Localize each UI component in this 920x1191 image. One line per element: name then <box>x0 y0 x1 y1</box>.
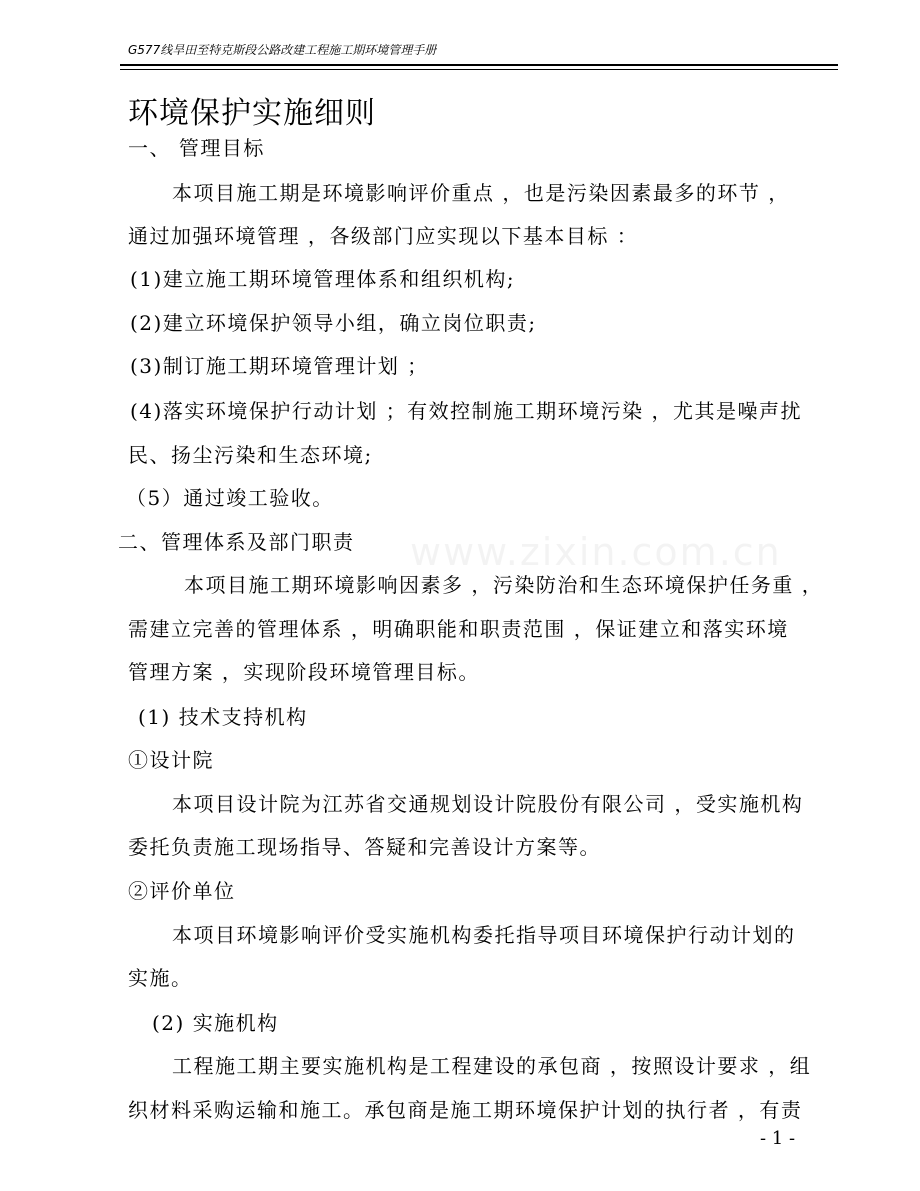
header-rule-thin <box>120 69 838 70</box>
subsection-heading: (2) 实施机构 <box>152 1011 279 1035</box>
paragraph-line: 本项目施工期环境影响因素多 ，污染防治和生态环境保护任务重 ， <box>184 573 824 597</box>
header-rule-thick <box>120 64 838 66</box>
section-heading-goals: 一、 管理目标 <box>128 136 265 160</box>
list-item: (3)制订施工期环境管理计划 ； <box>130 354 429 378</box>
section-heading-system: 二、管理体系及部门职责 <box>118 530 355 554</box>
paragraph-line: 本项目设计院为江苏省交通规划设计院股份有限公司 ，受实施机构 <box>172 792 804 816</box>
list-item: (1)建立施工期环境管理体系和组织机构; <box>130 267 516 291</box>
paragraph-line: 本项目施工期是环境影响评价重点 ，也是污染因素最多的环节 ， <box>172 181 790 205</box>
paragraph-line: 管理方案 ，实现阶段环境管理目标。 <box>128 660 480 684</box>
running-header: G577线旱田至特克斯段公路改建工程施工期环境管理手册 <box>128 43 437 57</box>
watermark <box>410 530 782 574</box>
paragraph-line: 织材料采购运输和施工。承包商是施工期环境保护计划的执行者 ，有责 <box>128 1098 803 1122</box>
paragraph-line: 实施。 <box>128 966 193 990</box>
list-item: （5）通过竣工验收。 <box>126 486 334 510</box>
sub-item-heading: ①设计院 <box>128 748 214 772</box>
list-item-continuation: 民、扬尘污染和生态环境; <box>128 443 373 467</box>
paragraph-line: 委托负责施工现场指导、答疑和完善设计方案等。 <box>128 835 601 859</box>
paragraph-line: 需建立完善的管理体系 ，明确职能和职责范围 ，保证建立和落实环境 <box>128 617 789 641</box>
list-item: (4)落实环境保护行动计划 ；有效控制施工期环境污染 ，尤其是噪声扰 <box>130 399 803 423</box>
page-number: - 1 - <box>760 1128 796 1149</box>
subsection-heading: (1) 技术支持机构 <box>138 705 308 729</box>
document-title: 环境保护实施细则 <box>128 96 376 131</box>
list-item: (2)建立环境保护领导小组，确立岗位职责; <box>130 311 537 335</box>
paragraph-line: 本项目环境影响评价受实施机构委托指导项目环境保护行动计划的 <box>172 923 796 947</box>
paragraph-line: 工程施工期主要实施机构是工程建设的承包商 ，按照设计要求 ，组 <box>172 1054 812 1078</box>
sub-item-heading: ②评价单位 <box>128 879 236 903</box>
paragraph-line: 通过加强环境管理 ，各级部门应实现以下基本目标 ： <box>128 224 639 248</box>
